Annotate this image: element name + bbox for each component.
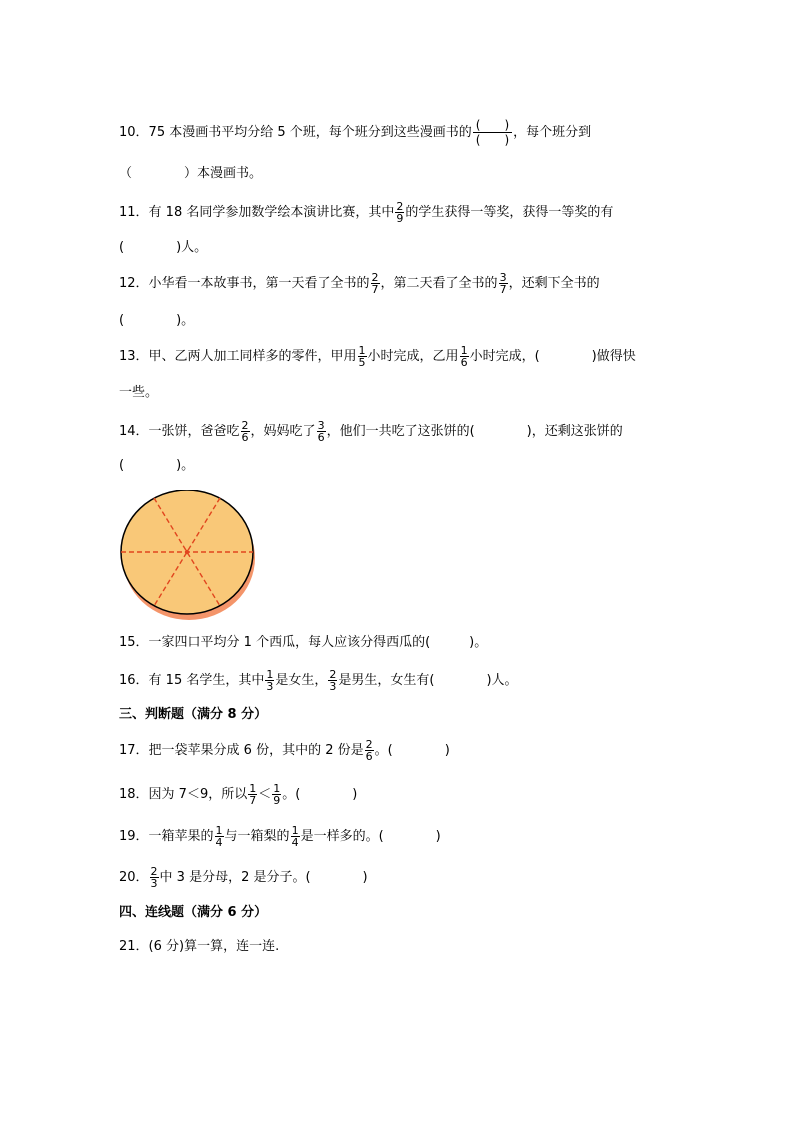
q18-text-a: 18．因为 7＜9，所以 <box>119 787 248 802</box>
q12-fraction-2 <box>499 272 508 295</box>
q12-text-a: 12．小华看一本故事书，第一天看了全书的 <box>119 276 370 291</box>
q10-frac-den: ( ) <box>473 132 512 147</box>
question-14 <box>119 420 623 443</box>
q17-f-den: 6 <box>365 750 373 763</box>
question-15: 15．一家四口平均分 1 个西瓜，每人应该分得西瓜的( )。 <box>119 635 488 650</box>
q13-f2-den: 6 <box>460 356 468 369</box>
q17-f-num: 2 <box>365 738 373 751</box>
q13-fraction-1 <box>358 345 367 368</box>
q16-text-b: 是女生， <box>275 673 328 688</box>
q12-f1-num: 2 <box>371 271 379 284</box>
pancake-illustration <box>118 490 258 622</box>
question-18 <box>119 783 357 806</box>
q16-text-a: 16．有 15 名学生，其中 <box>119 673 265 688</box>
q12-text-c: ，还剩下全书的 <box>508 276 600 291</box>
q14-f2-num: 3 <box>317 419 325 432</box>
question-11-line2: ( )人。 <box>119 240 208 255</box>
question-10-line2: （ ）本漫画书。 <box>119 166 263 181</box>
q10-text-a: 10．75 本漫画书平均分给 5 个班，每个班分到这些漫画书的 <box>119 125 472 140</box>
section-3-heading: 三、判断题（满分 8 分） <box>119 707 268 722</box>
q16-fraction-1 <box>265 669 274 692</box>
question-11 <box>119 201 613 224</box>
q16-f2-den: 3 <box>329 680 337 693</box>
q18-fraction-2 <box>272 783 281 806</box>
q13-text-c: 小时完成，( )做得快 <box>469 349 636 364</box>
q16-text-c: 是男生，女生有( )人。 <box>338 673 518 688</box>
q13-f2-num: 1 <box>460 344 468 357</box>
q10-text-b: ，每个班分到 <box>513 125 592 140</box>
q20-text-b: 中 3 是分母，2 是分子。( ) <box>159 870 368 885</box>
q16-f1-den: 3 <box>266 680 274 693</box>
q18-less-than: ＜ <box>258 787 272 802</box>
q17-text-b: 。( ) <box>374 743 450 758</box>
q14-f1-den: 6 <box>241 431 249 444</box>
section-4-heading: 四、连线题（满分 6 分） <box>119 905 268 920</box>
q18-f1-den: 7 <box>249 794 257 807</box>
q18-f2-den: 9 <box>273 794 281 807</box>
q18-fraction-1 <box>248 783 257 806</box>
q14-f2-den: 6 <box>317 431 325 444</box>
q14-fraction-2 <box>317 420 326 443</box>
q20-text-a: 20． <box>119 870 149 885</box>
question-13-line2: 一些。 <box>119 385 159 400</box>
q10-fraction <box>473 118 512 147</box>
q19-f2-den: 4 <box>291 836 299 849</box>
q13-text-b: 小时完成，乙用 <box>367 349 459 364</box>
question-19 <box>119 825 441 848</box>
q11-frac-den: 9 <box>396 212 404 225</box>
q17-fraction <box>365 739 374 762</box>
q18-text-b: 。( ) <box>282 787 358 802</box>
q12-f1-den: 7 <box>371 283 379 296</box>
q13-fraction-2 <box>460 345 469 368</box>
q20-f-num: 2 <box>150 865 158 878</box>
q20-fraction <box>150 866 159 889</box>
question-13 <box>119 345 636 368</box>
question-17 <box>119 739 450 762</box>
q16-f1-num: 1 <box>266 668 274 681</box>
q12-fraction-1 <box>371 272 380 295</box>
q14-f1-num: 2 <box>241 419 249 432</box>
q11-frac-num: 2 <box>396 200 404 213</box>
q12-text-b: ，第二天看了全书的 <box>380 276 498 291</box>
q19-text-a: 19．一箱苹果的 <box>119 829 214 844</box>
q17-text-a: 17．把一袋苹果分成 6 份，其中的 2 份是 <box>119 743 364 758</box>
q14-text-a: 14．一张饼，爸爸吃 <box>119 424 240 439</box>
q14-text-c: ，他们一共吃了这张饼的( )，还剩这张饼的 <box>326 424 623 439</box>
q18-f2-num: 1 <box>273 782 281 795</box>
question-16 <box>119 669 518 692</box>
q13-text-a: 13．甲、乙两人加工同样多的零件，甲用 <box>119 349 357 364</box>
question-12-line2: ( )。 <box>119 313 195 328</box>
q11-fraction <box>395 201 404 224</box>
q14-fraction-1 <box>241 420 250 443</box>
q14-text-b: ，妈妈吃了 <box>250 424 316 439</box>
q19-text-c: 是一样多的。( ) <box>300 829 441 844</box>
q10-frac-num: ( ) <box>475 118 510 132</box>
q12-f2-den: 7 <box>499 283 507 296</box>
q19-f1-den: 4 <box>215 836 223 849</box>
question-14-line2: ( )。 <box>119 458 195 473</box>
q13-f1-num: 1 <box>358 344 366 357</box>
q11-text-a: 11．有 18 名同学参加数学绘本演讲比赛，其中 <box>119 205 395 220</box>
q16-f2-num: 2 <box>329 668 337 681</box>
question-12 <box>119 272 600 295</box>
question-20 <box>119 866 368 889</box>
q19-text-b: 与一箱梨的 <box>224 829 290 844</box>
q13-f1-den: 5 <box>358 356 366 369</box>
q12-f2-num: 3 <box>499 271 507 284</box>
q16-fraction-2 <box>328 669 337 692</box>
q11-text-b: 的学生获得一等奖，获得一等奖的有 <box>405 205 614 220</box>
q19-fraction-1 <box>215 825 224 848</box>
q18-f1-num: 1 <box>249 782 257 795</box>
q20-f-den: 3 <box>150 877 158 890</box>
pancake-center <box>185 550 189 554</box>
q19-fraction-2 <box>291 825 300 848</box>
question-21: 21．(6 分)算一算，连一连. <box>119 939 280 954</box>
q19-f2-num: 1 <box>291 824 299 837</box>
q19-f1-num: 1 <box>215 824 223 837</box>
question-10 <box>119 118 591 147</box>
